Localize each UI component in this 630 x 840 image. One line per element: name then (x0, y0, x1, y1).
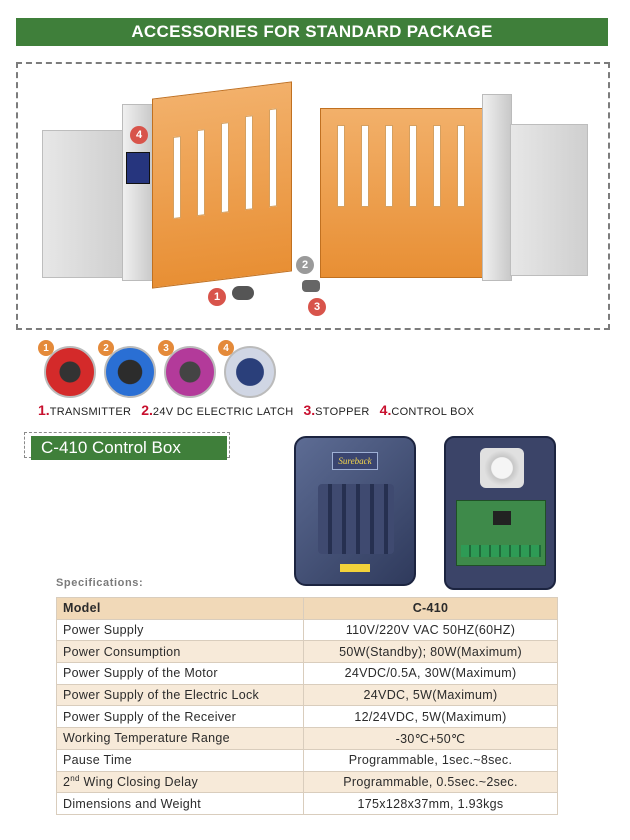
illustration-badge-2: 2 (296, 256, 314, 274)
gate-slot (361, 125, 369, 207)
spec-key-num: 2 (63, 775, 71, 790)
illustration-badge-1: 1 (208, 288, 226, 306)
terminal-block (461, 545, 541, 557)
control-box-open-image (444, 436, 556, 590)
gate-illustration (16, 62, 610, 330)
accessory-badge-4: 4 (218, 340, 234, 356)
spec-key: Dimensions and Weight (57, 793, 304, 815)
gate-slot (197, 129, 205, 216)
illustration-badge-3: 3 (308, 298, 326, 316)
spec-key: Pause Time (57, 749, 304, 771)
table-row (57, 663, 558, 685)
spec-key-sup: nd (70, 774, 80, 784)
spec-value: 175x128x37mm, 1.93kgs (304, 793, 558, 815)
gate-slot (433, 125, 441, 207)
spec-value: Programmable, 0.5sec.~2sec. (304, 771, 558, 793)
legend-label-1: TRANSMITTER (49, 406, 132, 418)
gate-slot (337, 125, 345, 207)
table-row (57, 749, 558, 771)
table-row (57, 641, 558, 663)
table-header-row (57, 598, 558, 620)
gate-slot (457, 125, 465, 207)
table-row (57, 771, 558, 793)
chip (493, 511, 511, 525)
accessory-stopper-image (164, 346, 216, 398)
gate-slot (245, 115, 253, 210)
legend-num-4: 4 (379, 402, 388, 418)
control-box-sticker (340, 564, 370, 572)
right-wall (510, 124, 588, 276)
table-row (57, 684, 558, 706)
spec-key: Power Supply of the Motor (57, 663, 304, 685)
control-box-brand-plate (332, 452, 378, 470)
legend-label-4: CONTROL BOX (391, 406, 475, 418)
gate-slot (173, 136, 181, 219)
gate-slot (409, 125, 417, 207)
control-box-label: C-410 Control Box (31, 436, 227, 460)
spec-value: -30℃+50℃ (304, 728, 558, 750)
spec-key-rest: Wing Closing Delay (79, 775, 199, 790)
spec-value: 12/24VDC, 5W(Maximum) (304, 706, 558, 728)
right-gate-leaf (320, 108, 490, 278)
banner-title: ACCESSORIES FOR STANDARD PACKAGE (131, 22, 493, 41)
transformer (480, 448, 524, 488)
accessory-legend: 1 . TRANSMITTER 2 . 24V DC ELECTRIC LATCH 3 . STOPPER 4 . CONTROL BOX (38, 402, 475, 418)
spec-key (57, 771, 304, 793)
specifications-title: Specifications: (56, 577, 144, 589)
gate-slot (385, 125, 393, 207)
transmitter-illustration (232, 286, 254, 300)
left-wall (42, 130, 124, 278)
right-pillar (482, 94, 512, 281)
spec-key: Power Supply of the Receiver (57, 706, 304, 728)
circuit-board (456, 500, 546, 566)
accessory-electric-latch-image (104, 346, 156, 398)
control-box-mini (126, 152, 150, 184)
spec-key: Working Temperature Range (57, 728, 304, 750)
accessory-control-box-image (224, 346, 276, 398)
spec-value: 24VDC/0.5A, 30W(Maximum) (304, 663, 558, 685)
legend-label-2: 24V DC ELECTRIC LATCH (152, 406, 294, 418)
table-row (57, 728, 558, 750)
header-key: Model (57, 598, 304, 620)
control-box-ribs (318, 484, 394, 554)
specifications-table (56, 597, 558, 815)
illustration-badge-4: 4 (130, 126, 148, 144)
accessory-transmitter-image (44, 346, 96, 398)
spec-value: 50W(Standby); 80W(Maximum) (304, 641, 558, 663)
control-box-brand: Sureback (338, 456, 372, 466)
spec-key: Power Consumption (57, 641, 304, 663)
accessory-badge-3: 3 (158, 340, 174, 356)
table-row (57, 706, 558, 728)
control-box-label-frame (24, 432, 230, 458)
legend-num-1: 1 (38, 402, 46, 418)
gate-slot (269, 108, 277, 207)
spec-value: 110V/220V VAC 50HZ(60HZ) (304, 619, 558, 641)
control-box-closed-image (294, 436, 416, 586)
legend-label-3: STOPPER (315, 406, 370, 418)
gate-slot (221, 122, 229, 213)
accessory-badge-2: 2 (98, 340, 114, 356)
table-row (57, 793, 558, 815)
header-banner (16, 18, 608, 46)
stopper-illustration (302, 280, 320, 292)
spec-key: Power Supply of the Electric Lock (57, 684, 304, 706)
spec-value: 24VDC, 5W(Maximum) (304, 684, 558, 706)
header-value: C-410 (304, 598, 558, 620)
left-gate-leaf (152, 81, 292, 288)
spec-key: Power Supply (57, 619, 304, 641)
legend-num-2: 2 (141, 402, 150, 418)
legend-num-3: 3 (303, 402, 312, 418)
accessory-badge-1: 1 (38, 340, 54, 356)
spec-value: Programmable, 1sec.~8sec. (304, 749, 558, 771)
table-row (57, 619, 558, 641)
